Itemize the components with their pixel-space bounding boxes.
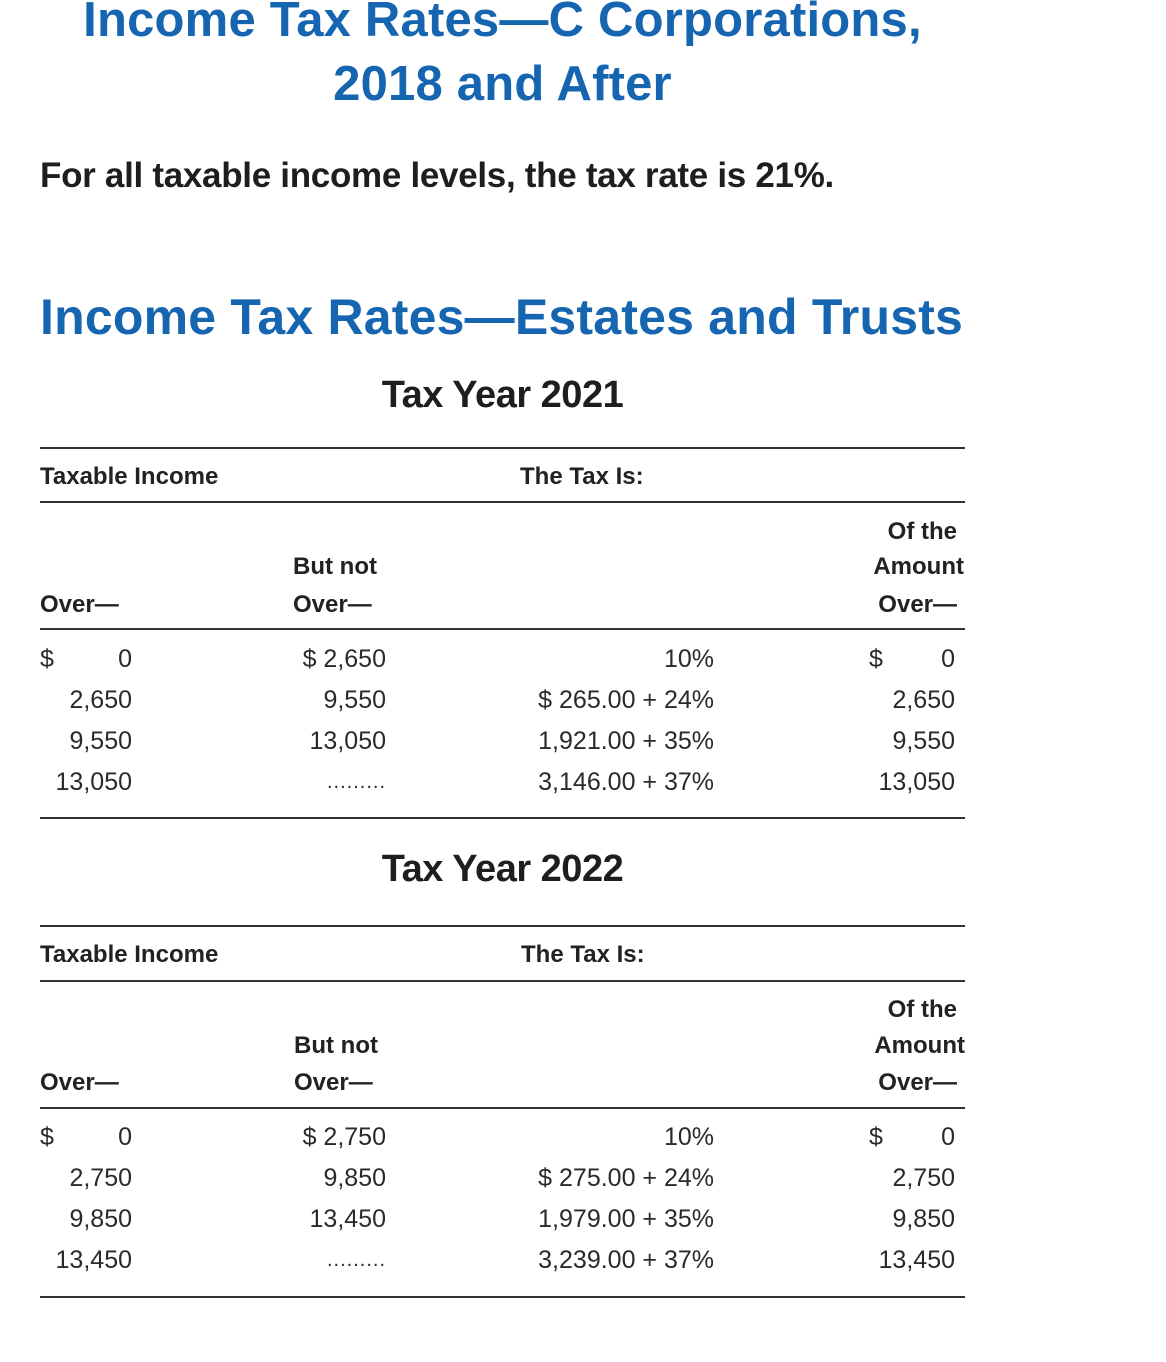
rule: [40, 447, 965, 449]
cell-butnot: 13,450: [309, 1205, 386, 1233]
cell-amount-sign: $: [869, 1123, 883, 1151]
cell-amount-sign: $: [869, 645, 883, 673]
group-tax-is: The Tax Is:: [521, 941, 645, 968]
rule: [40, 1296, 965, 1298]
col-butnot-line1: But not: [293, 553, 377, 580]
cell-butnot: 13,050: [309, 727, 386, 755]
col-amount-line3: Over—: [878, 591, 957, 618]
cell-tax: 10%: [663, 645, 714, 673]
cell-amount: 0: [941, 645, 955, 673]
group-tax-is: The Tax Is:: [520, 463, 644, 490]
cell-over-sign: $: [40, 645, 54, 673]
rule: [40, 925, 965, 927]
rule: [40, 1107, 965, 1109]
cell-tax: $ 265.00 + 24%: [538, 686, 714, 714]
col-over: Over—: [40, 1069, 119, 1096]
cell-tax: 3,146.00 + 37%: [538, 768, 714, 796]
cell-over-sign: $: [40, 1123, 54, 1151]
year-heading-2021: Tax Year 2021: [381, 374, 624, 416]
cell-over: 2,650: [69, 686, 132, 714]
cell-amount: 0: [941, 1123, 955, 1151]
col-butnot-line1: But not: [294, 1032, 378, 1059]
corp-rate-note: For all taxable income levels, the tax rate is 21%.: [40, 156, 834, 195]
rule: [40, 817, 965, 819]
estates-title: Income Tax Rates—Estates and Trusts: [40, 289, 964, 345]
cell-butnot: $ 2,650: [302, 645, 386, 673]
cell-over: 13,450: [55, 1246, 132, 1274]
group-taxable-income: Taxable Income: [40, 463, 219, 490]
corp-title-line2: 2018 and After: [333, 57, 672, 111]
cell-butnot: .........: [326, 1249, 386, 1271]
corp-title-line1: Income Tax Rates—C Corporations,: [83, 0, 922, 47]
cell-amount: 13,450: [878, 1246, 955, 1274]
cell-over: 13,050: [55, 768, 132, 796]
cell-amount: 9,550: [892, 727, 955, 755]
col-over: Over—: [40, 591, 119, 618]
cell-amount: 9,850: [892, 1205, 955, 1233]
cell-amount: 2,650: [892, 686, 955, 714]
col-butnot-line2: Over—: [293, 591, 372, 618]
cell-butnot: 9,850: [323, 1164, 386, 1192]
group-taxable-income: Taxable Income: [40, 941, 219, 968]
cell-tax: 10%: [663, 1123, 714, 1151]
cell-over: 9,550: [69, 727, 132, 755]
rule: [40, 980, 965, 982]
cell-tax: 3,239.00 + 37%: [538, 1246, 714, 1274]
cell-tax: $ 275.00 + 24%: [538, 1164, 714, 1192]
cell-butnot: .........: [326, 771, 386, 793]
year-heading-2022: Tax Year 2022: [381, 848, 624, 890]
cell-over: 0: [118, 645, 132, 673]
col-amount-line1: Of the: [887, 996, 957, 1023]
col-amount-line2: Amount: [873, 553, 964, 580]
cell-tax: 1,979.00 + 35%: [538, 1205, 714, 1233]
col-amount-line1: Of the: [887, 518, 957, 545]
col-butnot-line2: Over—: [294, 1069, 373, 1096]
corp-title: [40, 0, 965, 116]
rule: [40, 501, 965, 503]
cell-over: 0: [118, 1123, 132, 1151]
cell-amount: 2,750: [892, 1164, 955, 1192]
cell-tax: 1,921.00 + 35%: [538, 727, 714, 755]
cell-butnot: 9,550: [323, 686, 386, 714]
cell-over: 2,750: [69, 1164, 132, 1192]
cell-amount: 13,050: [878, 768, 955, 796]
col-amount-line2: Amount: [874, 1032, 965, 1059]
rule: [40, 628, 965, 630]
cell-butnot: $ 2,750: [302, 1123, 386, 1151]
cell-over: 9,850: [69, 1205, 132, 1233]
col-amount-line3: Over—: [878, 1069, 957, 1096]
